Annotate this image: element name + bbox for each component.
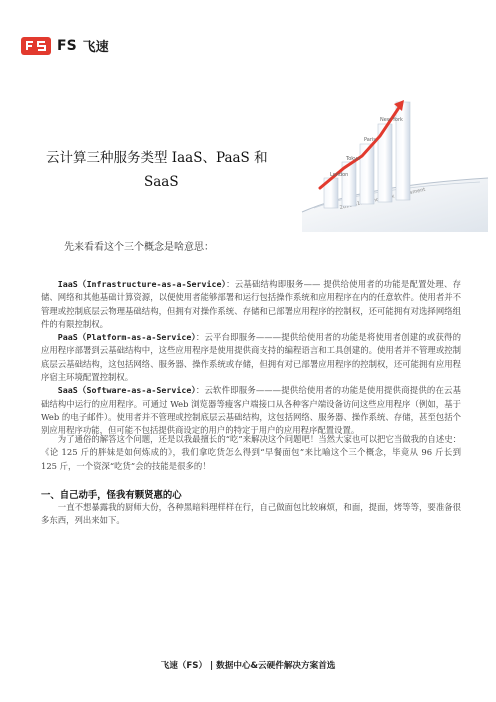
paas-term: PaaS（Platform-as-a-Service）	[57, 332, 196, 343]
hero-city-2: Tokyo	[346, 156, 360, 162]
saas-paragraph	[41, 384, 461, 437]
saas-term: SaaS（Software-as-a-Service）	[57, 385, 196, 396]
paas-text: ：云平台即服务———提供给使用者的功能是将使用者创建的或获得的应用程序部署到云基础结构中，这些应用程序是使用提供商支持的编程语言和工具创建的。使用者并不管理或控制底层云基础结构，这包括网络、服务器、操作系统或存储，但拥有对已部署应用程序的控制权，还可能拥有应用程序宿主环境配置控制权。	[41, 332, 461, 383]
hero-caption: 2011 R1.4 Assessment	[339, 186, 426, 211]
page-title	[46, 146, 286, 194]
hero-city-4: New York	[380, 117, 403, 123]
iaas-term: IaaS（Infrastructure-as-a-Service）	[57, 279, 227, 289]
paas-paragraph	[41, 331, 461, 384]
hero-city-3: Paris	[364, 137, 376, 143]
section-heading: 一、自己动手，怪我有颗贤惠的心	[41, 490, 182, 501]
section-paragraph	[41, 501, 461, 528]
iaas-text: ：云基础结构即服务—— 提供给使用者的功能是配置处理、存储、网络和其他基础计算资源，以便使用者能够部署和运行包括操作系统和应用程序在内的任意软件。使用者并不管理或控制底层云物理基础结构，但拥有对操作系统、存储和已部署应用程序的控制权，还可能拥有对选择网络组件的有限控制权。	[41, 279, 461, 329]
page-footer: 飞速（FS） | 数据中心&云硬件解决方案首选	[160, 661, 336, 671]
brand-name: 飞速	[82, 40, 109, 55]
para2-text: 为了通俗的解答这个问题，还是以我最擅长的“吃”来解决这个问题吧！当然大家也可以把它当做我的自述史：《论 125 斤的胖妹是如何炼成的》，我们拿吃货怎么得到“早餐面包”来比喻这个三个概念，毕竟从 96 斤长到 125 斤，一个资深“吃货”会的技能是很多的！	[41, 434, 461, 471]
hero-chart-image	[300, 86, 488, 232]
fs-logo-icon	[21, 37, 51, 55]
title-line-2: SaaS	[144, 174, 179, 190]
para3-text: 一直不想暴露我的厨师大份，各种黑暗料理样样在行，自己做面包比较麻烦，和面，提面，烤等等，要准备很多东西，列出来如下。	[41, 502, 461, 526]
definitions-block	[41, 278, 461, 438]
analogy-paragraph	[41, 433, 461, 473]
brand-mark: FS	[57, 37, 77, 54]
intro-text: 先来看看这个三个概念是啥意思：	[64, 242, 214, 253]
brand-logo	[21, 36, 109, 55]
title-line-1: 云计算三种服务类型 IaaS、PaaS 和	[46, 150, 268, 166]
hero-city-1: London	[330, 172, 349, 178]
saas-text: ：云软件即服务———提供给使用者的功能是使用提供商提供的在云基础结构中运行的应用程序。可通过 Web 浏览器等瘦客户端接口从各种客户端设备访问这些应用程序（例如，基于 Web 的电子邮件）。使用者并不管理或控制底层云基础结构，这包括网络、服务器、操作系统、存储，甚至包括个别应用程序功能，但可能不包括提供商设定的用户的特定于用户的应用程序配置设置。	[41, 385, 461, 436]
iaas-paragraph	[41, 278, 461, 331]
